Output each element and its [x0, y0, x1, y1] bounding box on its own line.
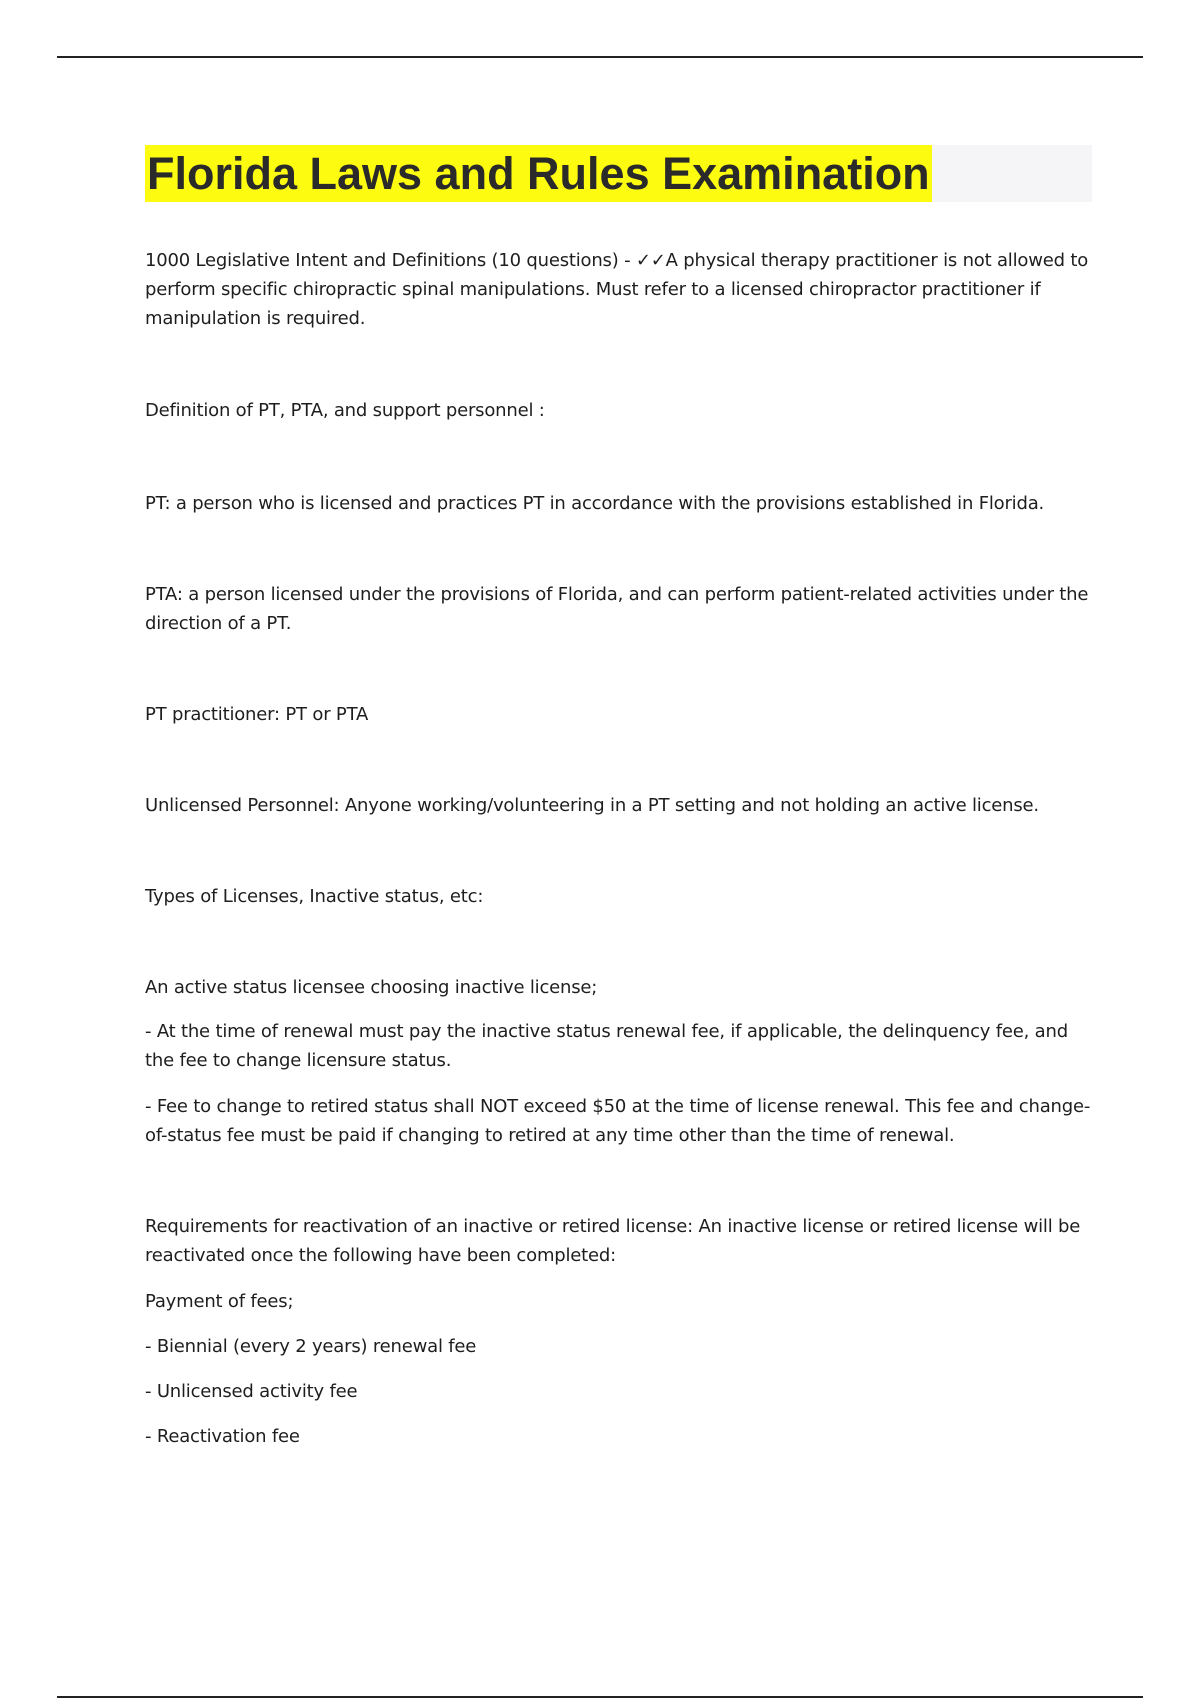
page-title: Florida Laws and Rules Examination	[145, 145, 932, 202]
paragraph-renewal-fee-note: - At the time of renewal must pay the inactive status renewal fee, if applicable, the delinquency fee, and the fee to change licensure status.	[145, 1021, 1068, 1071]
paragraph-retired-status-fee: - Fee to change to retired status shall NOT exceed $50 at the time of license renewal. This fee and change-of-status fee must be paid if changing to retired at any time other than the time of renewal.	[145, 1096, 1091, 1146]
paragraph-active-to-inactive: An active status licensee choosing inactive license;	[145, 977, 598, 998]
paragraph-unlicensed-personnel: Unlicensed Personnel: Anyone working/volunteering in a PT setting and not holding an active license.	[145, 795, 1039, 816]
paragraph-pt-practitioner: PT practitioner: PT or PTA	[145, 704, 369, 725]
paragraph-license-types-heading: Types of Licenses, Inactive status, etc:	[145, 886, 484, 907]
list-item-reactivation-fee: - Reactivation fee	[145, 1426, 300, 1447]
paragraph-definition-heading: Definition of PT, PTA, and support personnel :	[145, 400, 545, 421]
paragraph-pta-definition: PTA: a person licensed under the provisions of Florida, and can perform patient-related activities under the direction of a PT.	[145, 584, 1089, 634]
footer-rule	[57, 1696, 1143, 1698]
list-item-unlicensed-activity-fee: - Unlicensed activity fee	[145, 1381, 358, 1402]
paragraph-legislative-intent: 1000 Legislative Intent and Definitions (10 questions) - ✓✓A physical therapy practitioner is not allowed to perform specific chiropractic spinal manipulations. Must refer to a licensed chiropractor practitioner if manipulation is required.	[145, 250, 1089, 329]
list-item-biennial-fee: - Biennial (every 2 years) renewal fee	[145, 1336, 477, 1357]
header-rule	[57, 56, 1143, 58]
paragraph-payment-of-fees: Payment of fees;	[145, 1291, 294, 1312]
paragraph-reactivation-requirements: Requirements for reactivation of an inactive or retired license: An inactive license or retired license will be reactivated once the following have been completed:	[145, 1216, 1081, 1266]
paragraph-pt-definition: PT: a person who is licensed and practices PT in accordance with the provisions established in Florida.	[145, 493, 1045, 514]
